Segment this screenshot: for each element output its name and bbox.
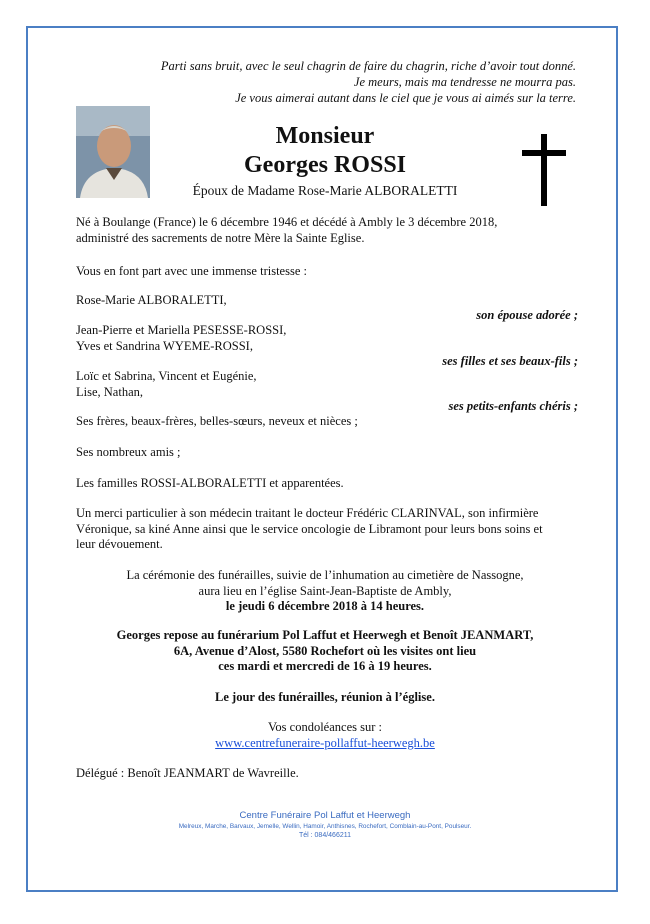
honorific: Monsieur bbox=[275, 123, 375, 149]
condolences-label: Vos condoléances sur : bbox=[268, 720, 382, 734]
condolences-link[interactable]: www.centrefuneraire-pollaffut-heerwegh.be bbox=[215, 735, 435, 750]
ceremony-line: La cérémonie des funérailles, suivie de l’inhumation au cimetière de Nassogne, bbox=[126, 568, 524, 582]
birth-info bbox=[76, 215, 576, 246]
condolences bbox=[70, 720, 580, 751]
spouse-line: Époux de Madame Rose-Marie ALBORALETTI bbox=[192, 183, 458, 198]
ceremony-info bbox=[70, 568, 580, 615]
grandchildren-line: Lise, Nathan, bbox=[76, 384, 143, 399]
thanks-line: leur dévouement. bbox=[76, 537, 163, 551]
poem-line: Je vous aimerai autant dans le ciel que je vous ai aimés sur la terre. bbox=[235, 91, 576, 105]
poem-line: Je meurs, mais ma tendresse ne mourra pas. bbox=[353, 75, 576, 89]
daughters-line: Yves et Sandrina WYEME-ROSSI, bbox=[76, 338, 253, 353]
thanks-line: Véronique, sa kiné Anne ainsi que le service oncologie de Libramont pour leurs bons soins et bbox=[76, 521, 543, 536]
thanks bbox=[76, 506, 576, 553]
thanks-line: Un merci particulier à son médecin traitant le docteur Frédéric CLARINVAL, son infirmière bbox=[76, 506, 539, 520]
families: Les familles ROSSI-ALBORALETTI et apparentées. bbox=[76, 476, 344, 490]
cross-icon bbox=[522, 134, 566, 206]
birth-line: Né à Boulange (France) le 6 décembre 1946 et décédé à Ambly le 3 décembre 2018, bbox=[76, 215, 498, 229]
poem-line: Parti sans bruit, avec le seul chagrin de faire du chagrin, riche d’avoir tout donné. bbox=[160, 59, 576, 73]
funeral-home-places: Melreux, Marche, Barvaux, Jemelle, Wellin, Hamoir, Anthisnes, Rochefort, Comblain-au-Pont, Poulseur. bbox=[178, 823, 472, 830]
daughters-role: ses filles et ses beaux-fils ; bbox=[442, 354, 578, 368]
birth-line: administré des sacrements de notre Mère la Sainte Eglise. bbox=[76, 230, 365, 245]
visits-line: 6A, Avenue d’Alost, 5580 Rochefort où les visites ont lieu bbox=[173, 643, 477, 658]
daughters bbox=[76, 323, 576, 354]
daughters-line: Jean-Pierre et Mariella PESESSE-ROSSI, bbox=[76, 323, 287, 337]
wife-role: son épouse adorée ; bbox=[476, 308, 578, 322]
intro-text: Vous en font part avec une immense tristesse : bbox=[76, 264, 307, 278]
grandchildren bbox=[76, 369, 576, 400]
deceased-header bbox=[160, 122, 490, 200]
grandchildren-line: Loïc et Sabrina, Vincent et Eugénie, bbox=[76, 369, 257, 383]
grandchildren-role: ses petits-enfants chéris ; bbox=[448, 399, 578, 413]
portrait-photo bbox=[76, 106, 150, 198]
visits-line: ces mardi et mercredi de 16 à 19 heures. bbox=[218, 659, 432, 673]
ceremony-line: aura lieu en l’église Saint-Jean-Baptiste de Ambly, bbox=[198, 583, 452, 598]
funeral-home-name: Centre Funéraire Pol Laffut et Heerwegh bbox=[239, 810, 411, 821]
delegate: Délégué : Benoît JEANMART de Wavreille. bbox=[76, 766, 299, 780]
visits-line: Georges repose au funérarium Pol Laffut et Heerwegh et Benoît JEANMART, bbox=[116, 628, 534, 642]
funeral-home-phone: Tél : 084/466211 bbox=[298, 832, 352, 839]
footer bbox=[60, 810, 590, 841]
ceremony-date: le jeudi 6 décembre 2018 à 14 heures. bbox=[225, 599, 425, 613]
portrait-image bbox=[76, 106, 150, 198]
deceased-name: Georges ROSSI bbox=[244, 152, 406, 178]
poem bbox=[56, 58, 576, 106]
siblings: Ses frères, beaux-frères, belles-sœurs, neveux et nièces ; bbox=[76, 414, 358, 428]
friends: Ses nombreux amis ; bbox=[76, 445, 181, 459]
visits-info bbox=[70, 628, 580, 675]
wife-name: Rose-Marie ALBORALETTI, bbox=[76, 293, 227, 307]
meeting-info: Le jour des funérailles, réunion à l’église. bbox=[215, 690, 435, 704]
